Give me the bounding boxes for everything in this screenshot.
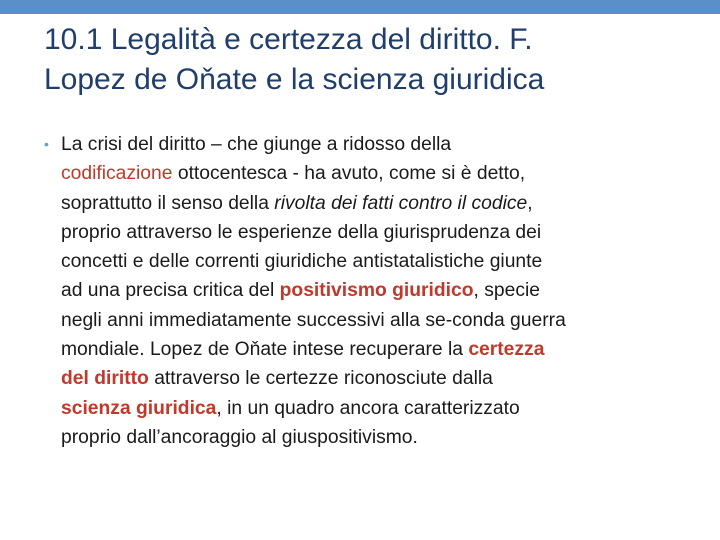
text: La crisi del diritto – che giunge a ridosso della [61,134,452,155]
bullet-icon: • [44,136,49,152]
slide-body [44,130,704,452]
title-line-2: Lopez de Oňate e la scienza giuridica [44,63,545,96]
title-line-1: 10.1 Legalità e certezza del diritto. F. [44,23,533,56]
highlight-del-diritto: del diritto [61,368,149,390]
body-line-6 [61,276,704,305]
body-line-7: negli anni immediatamente successivi alla se-conda guerra [61,309,566,331]
text: , [527,192,533,214]
body-line-2 [61,159,704,188]
body-line-3 [61,189,704,218]
italic-quote: rivolta dei fatti contro il codice [274,192,528,214]
highlight-certezza: certezza [468,339,545,361]
body-line-1 [61,130,704,159]
text: , specie [473,280,540,302]
text: attraverso le certezze riconosciute dalla [148,368,493,390]
body-line-4: proprio attraverso le esperienze della giurisprudenza dei [61,221,542,243]
body-line-5: concetti e delle correnti giuridiche antistatalistiche giunte [61,251,543,273]
bullet-paragraph [44,130,704,452]
highlight-scienza-giuridica: scienza giuridica [61,397,217,419]
highlight-codificazione: codificazione [61,163,173,185]
text: ottocentesca - ha avuto, come si è detto, [172,163,526,185]
body-line-11: proprio dall’ancoraggio al giuspositivismo. [61,426,418,448]
text: , in un quadro ancora caratterizzato [216,397,520,419]
top-accent-bar [0,0,720,14]
text: soprattutto il senso della [61,192,275,214]
body-line-10 [61,394,704,423]
text: ad una precisa critica del [61,280,280,302]
highlight-positivismo: positivismo giuridico [279,280,474,302]
body-line-9 [61,364,704,393]
slide-title [44,20,704,100]
text: mondiale. Lopez de Oňate intese recuperare la [61,339,469,361]
body-line-8 [61,335,704,364]
